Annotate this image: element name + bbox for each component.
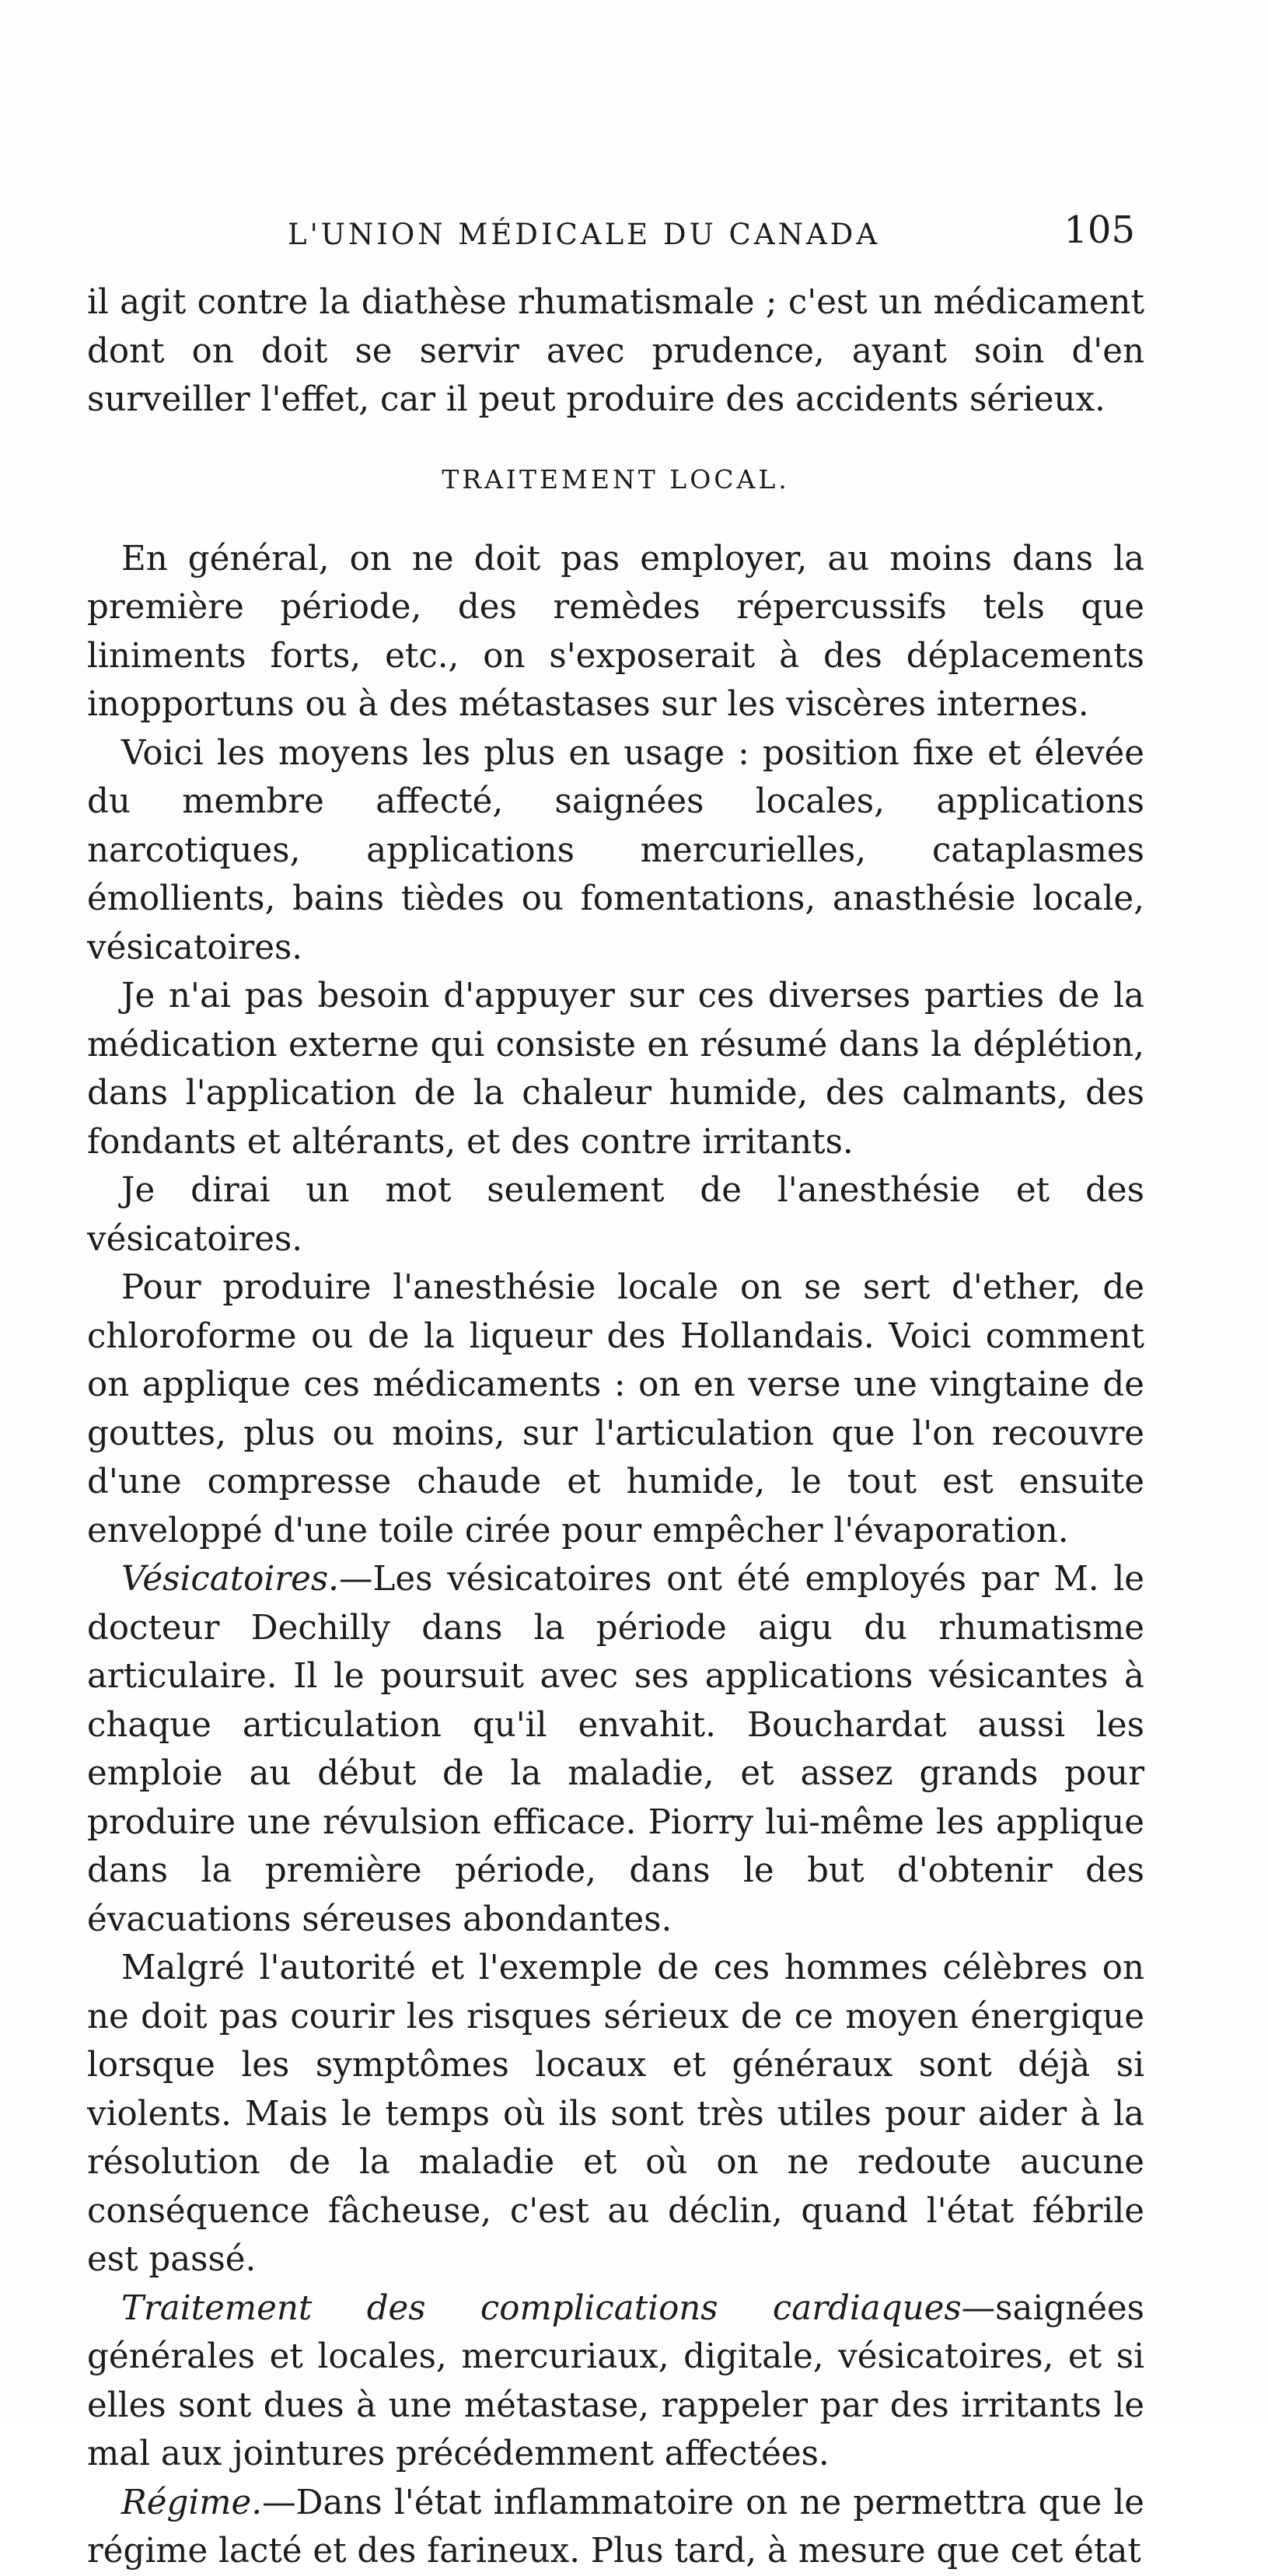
- paragraph-lead: Vésicatoires.: [121, 1560, 339, 1599]
- paragraph-lead: Traitement des complications cardiaques: [121, 2288, 962, 2328]
- paragraph: [87, 972, 1144, 1166]
- paragraph: [87, 535, 1144, 729]
- running-title: L'UNION MÉDICALE DU CANADA: [288, 218, 881, 251]
- paragraph-text: Pour produire l'anesthésie locale on se sert d'ether, de chloroforme ou de la liqueur des Hollandais. Voici comment on applique ces médicaments : on en verse une vingtaine de gouttes, plus ou moins, sur l'articulation que l'on recouvre d'une compresse chaude et humide, le tout est ensuite enveloppé d'une toile cirée pour empêcher l'évaporation.: [87, 1268, 1144, 1550]
- intro-paragraph: il agit contre la diathèse rhumatismale ; c'est un médicament dont on doit se servir avec prudence, ayant soin d'en surveiller l'effet, car il peut produire des accidents sérieux.: [87, 283, 1144, 419]
- paragraph-text: —saignées générales et locales, mercuriaux, digitale, vésicatoires, et si elles sont dues à une métastase, rappeler par des irritants le mal aux jointures précédemment affectées.: [87, 2288, 1144, 2473]
- paragraph-text: Je dirai un mot seulement de l'anesthésie et des vésicatoires.: [87, 1171, 1144, 1259]
- paragraph-regime: [87, 2479, 1144, 2576]
- paragraph-text: Voici les moyens les plus en usage : position fixe et élevée du membre affecté, saignées locales, applications narcotiques, applications mercurielles, cataplasmes émollients, bains tièdes ou fomentations, anasthésie locale, vésicatoires.: [87, 733, 1144, 967]
- paragraph: [87, 1166, 1144, 1264]
- paragraph-complications: [87, 2284, 1144, 2479]
- paragraph-text: Je n'ai pas besoin d'appuyer sur ces diverses parties de la médication externe qui consiste en résumé dans la déplétion, dans l'application de la chaleur humide, des calmants, des fondants et altérants, et des contre irritants.: [87, 977, 1144, 1162]
- section-heading: TRAITEMENT LOCAL.: [442, 463, 790, 495]
- paragraph-text: Malgré l'autorité et l'exemple de ces hommes célèbres on ne doit pas courir les risques sérieux de ce moyen énergique lorsque les symptômes locaux et généraux sont déjà si violents. Mais le temps où ils sont très utiles pour aider à la résolution de la maladie et où on ne redoute aucune conséquence fâcheuse, c'est au déclin, quand l'état fébrile est passé.: [87, 1949, 1144, 2279]
- paragraph-text: —Les vésicatoires ont été employés par M. le docteur Dechilly dans la période aigu du rhumatisme articulaire. Il le poursuit avec ses applications vésicantes à chaque articulation qu'il envahit. Bouchardat aussi les emploie au début de la maladie, et assez grands pour produire une révulsion efficace. Piorry lui-même les applique dans la première période, dans le but d'obtenir des évacuations séreuses abondantes.: [87, 1560, 1144, 1939]
- paragraph: [87, 1264, 1144, 1555]
- paragraph-text: En général, on ne doit pas employer, au moins dans la première période, des remèdes répercussifs tels que liniments forts, etc., on s'exposerait à des déplacements inopportuns ou à des métastases sur les viscères internes.: [87, 539, 1144, 724]
- paragraph-vesicatoires: [87, 1555, 1144, 1944]
- page-number: 105: [1064, 208, 1135, 252]
- paragraph: [87, 729, 1144, 973]
- body-text: [87, 278, 1144, 2576]
- paragraph-lead: Régime.: [121, 2483, 263, 2522]
- paragraph-text: —Dans l'état inflammatoire on ne permettra que le régime lacté et des farineux. Plus tard, à mesure que cet état: [87, 2483, 1144, 2571]
- paragraph: [87, 1944, 1144, 2284]
- page-header: [288, 204, 1135, 258]
